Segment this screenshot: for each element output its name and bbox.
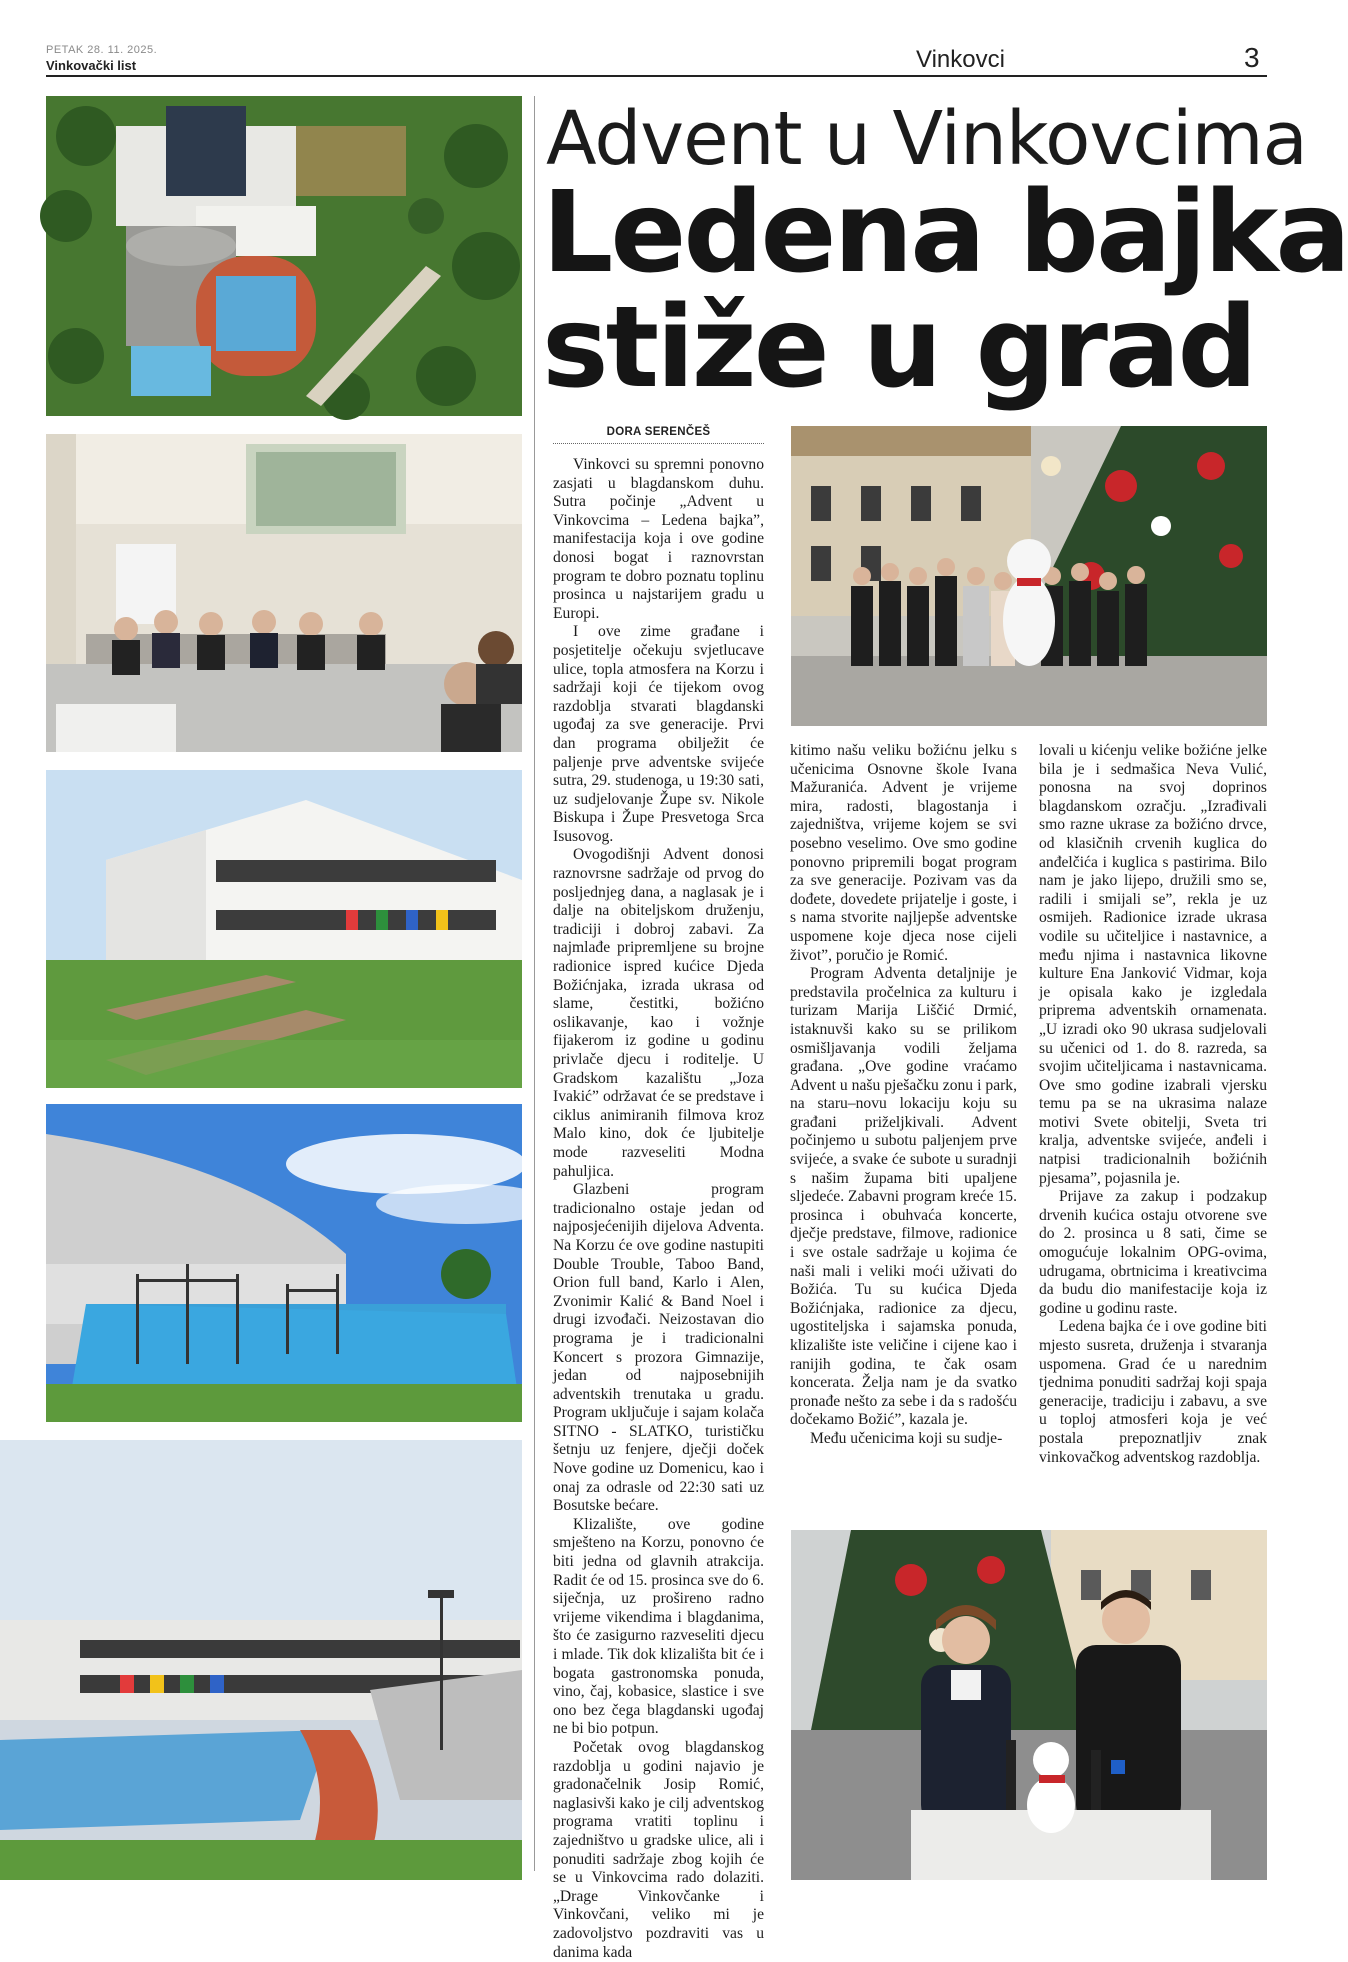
headline-line-1: Ledena bajka: [542, 168, 1348, 298]
paragraph: Program Adventa detaljnije je predstavila pročelnica za kulturu i turizam Marija Liščić Drmić, istaknuvši kako su se prilikom osmišljavanja vodili željama građana. „Ove godine vraćamo Advent u našu pješačku zonu i park, na staru–novu lokaciju koju su građani priželjkivali. Advent počinjemo u subotu paljenjem prve svijeće, a svake će subote u suradnji s našim župama biti upaljene sljedeće. Zabavni program kreće 15. prosinca i obuhvaća koncerte, dječje predstave, filmove, radionice i sve ostale sadržaje u kojima će naši mali i veliki moći uživati do Božića. Tu su kućica Djeda Božićnjaka, radionice za djecu, ugostiteljska i sajamska ponuda, klizalište iste veličine i cijene kao i ranijih godina, te čak osam koncerata. Želja nam je da svatko pronađe nešto za sebe i da s radošću dočekamo Božić”, kazala je.: [790, 965, 1017, 1429]
byline-rule: [553, 443, 764, 444]
school-building-render: [46, 770, 522, 1088]
column-divider: [534, 96, 535, 1871]
paragraph: Glazbeni program tradicionalno ostaje jedan od najposjećenijih dijelova Adventa. Na Korzu će ove godine nastupiti Double Trouble, Taboo Band, Orion full band, Karlo i Alen, Zvonimir Kalić & Band Noel i drugi izvođači. Neizostavan dio programa je i tradicionalni Koncert s prozora Gimnazije, jedan od najposebnijih adventskih trenutaka u gradu. Program uključuje i sajam kolača SITNO - SLATKO, turističku šetnju uz fenjere, dječji doček Nove godine uz Domenicu, kao i onaj za odrasle od 22:30 sati uz Bosutske bećare.: [553, 1181, 764, 1515]
students-christmas-tree-photo: [791, 426, 1267, 726]
issue-date: PETAK 28. 11. 2025.: [46, 44, 158, 56]
page-number: 3: [1244, 42, 1260, 73]
newspaper-name: Vinkovački list: [46, 58, 137, 73]
paragraph: Ledena bajka će i ove godine biti mjesto susreta, druženja i stvaranja uspomena. Grad će u narednim tjednima ponuditi sadržaj koji spaja generacije, tradiciju i zabavu, a sve u toploj atmosferi koja je već postala prepoznatljiv znak vinkovačkog adventskog razdoblja.: [1039, 1318, 1267, 1466]
article-kicker: Advent u Vinkovcima: [546, 96, 1307, 182]
paragraph: Ovogodišnji Advent donosi raznovrsne sadržaje od prvog do posljednjeg dana, a naglasak je i dalje na obiteljskom druženju, tradiciji i dobroj zabavi. Za najmlađe pripremljene su brojne radionice ispred kućice Djeda Božićnjaka, izrada ukrasa od slame, čestitki, božićno oslikavanje, kao i vožnje fijakerom iz godine u godinu privlače djecu i roditelje. U Gradskom kazalištu „Joza Ivakić” održavat će se predstave i ciklus animiranih filmova kroz Malo kino, dok će ljubitelje mode razveseliti Modna pahuljica.: [553, 846, 764, 1180]
outdoor-fitness-render: [46, 1104, 522, 1422]
aerial-campus-render: [46, 96, 522, 416]
officials-press-photo: [791, 1530, 1267, 1880]
sports-court-render: [0, 1440, 522, 1880]
header-rule: [46, 75, 1267, 77]
text-column-2: [790, 742, 1017, 1449]
section-name: Vinkovci: [916, 46, 1005, 73]
paragraph: Vinkovci su spremni ponovno zasjati u blagdanskom duhu. Sutra počinje „Advent u Vinkovcima – Ledena bajka”, manifestacija koja i ove godine donosi bogat i raznovrstan program te dobro poznatu toplinu prosinca u najstarijem gradu u Europi.: [553, 456, 764, 622]
paragraph: lovali u kićenju velike božićne jelke bila je i sedmašica Neva Vulić, ponosna na svoj doprinos blagdanskom ozračju. „Izrađivali smo razne ukrase za božićno drvce, od klasičnih crvenih kuglica do anđelčića i kuglica s pastirima. Bilo nam je jako lijepo, družili smo se, radili i smijali se”, rekla je uz osmijeh. Radionice izrade ukrasa vodile su učiteljice i nastavnice, a među njima i nastavnica likovne kulture Ena Janković Vidmar, koja je opisala kako je izgledala priprema adventskih ornamenata. „U izradi oko 90 ukrasa sudjelovali su učenici od 1. do 8. razreda, sa svojim učiteljicama i nastavnicama. Ove smo godine izabrali vjersku temu pa se na ukrasima nalaze motivi Svete obitelji, Sveta tri kralja, adventske svijeće, anđeli i natpisi tradicionalnih božićnih pjesama”, pojasnila je.: [1039, 742, 1267, 1187]
article-headline: [542, 168, 1348, 413]
paragraph: Prijave za zakup i podzakup drvenih kućica ostaju otvorene sve do 2. prosinca u 8 sati, čime se omogućuje lokalnim OPG-ovima, udrugama, obrtnicima i kreativcima da budu dio manifestacije koja iz godine u godinu raste.: [1039, 1188, 1267, 1317]
paragraph: kitimo našu veliku božićnu jelku s učenicima Osnovne škole Ivana Mažuranića. Advent je vrijeme mira, radosti, blagostanja i zajedništva, vrijeme kojem se svi posebno veselimo. Ove smo godine ponovno pripremili bogat program za sve generacije. Pozivam vas da dođete, dovedete prijatelje i goste, i s nama stvorite najljepše adventske uspomene koje djeca nose cijeli život”, poručio je Romić.: [790, 742, 1017, 964]
text-column-1: [553, 456, 764, 1962]
paragraph: Početak ovog blagdanskog razdoblja u godini najavio je gradonačelnik Josip Romić, naglasivši kako je cilj adventskog programa vratiti toplinu i zajedništvo u gradske ulice, ali i ponuditi sadržaje zbog kojih će se u Vinkovcima rado dolaziti. „Drage Vinkovčanke i Vinkovčani, veliko mi je zadovoljstvo pozdraviti vas u danima kada: [553, 1738, 764, 1961]
headline-line-2: stiže u grad: [542, 283, 1255, 413]
paragraph: Klizalište, ove godine smješteno na Korzu, ponovno će biti jedna od glavnih atrakcija. Radit će od 15. prosinca sve do 6. siječnja, uz prošireno radno vrijeme vikendima i blagdanima, što će zasigurno razveseliti djecu i mlade. Tik dok klizališta bit će i bogata gastronomska ponuda, vino, čaj, kobasice, slastice i sve ono bez čega blagdanski ugođaj ne bi bio potpun.: [553, 1515, 764, 1738]
text-column-3: [1039, 742, 1267, 1467]
paragraph: Među učenicima koji su sudje-: [810, 1429, 1003, 1447]
byline: DORA SERENČEŠ: [606, 426, 711, 438]
paragraph: I ove zime građane i posjetitelje očekuju svjetlucave ulice, topla atmosfera na Korzu i sadržaji koji će tijekom ovog razdoblja stvarati blagdanski ugođaj za sve generacije. Prvi dan programa obilježit će paljenje prve adventske svijeće sutra, 29. studenoga, u 19:30 sati, uz sudjelovanje Župe sv. Nikole Biskupa i Župe Presvetoga Srca Isusovog.: [553, 623, 764, 845]
press-conference-photo: [46, 434, 522, 752]
